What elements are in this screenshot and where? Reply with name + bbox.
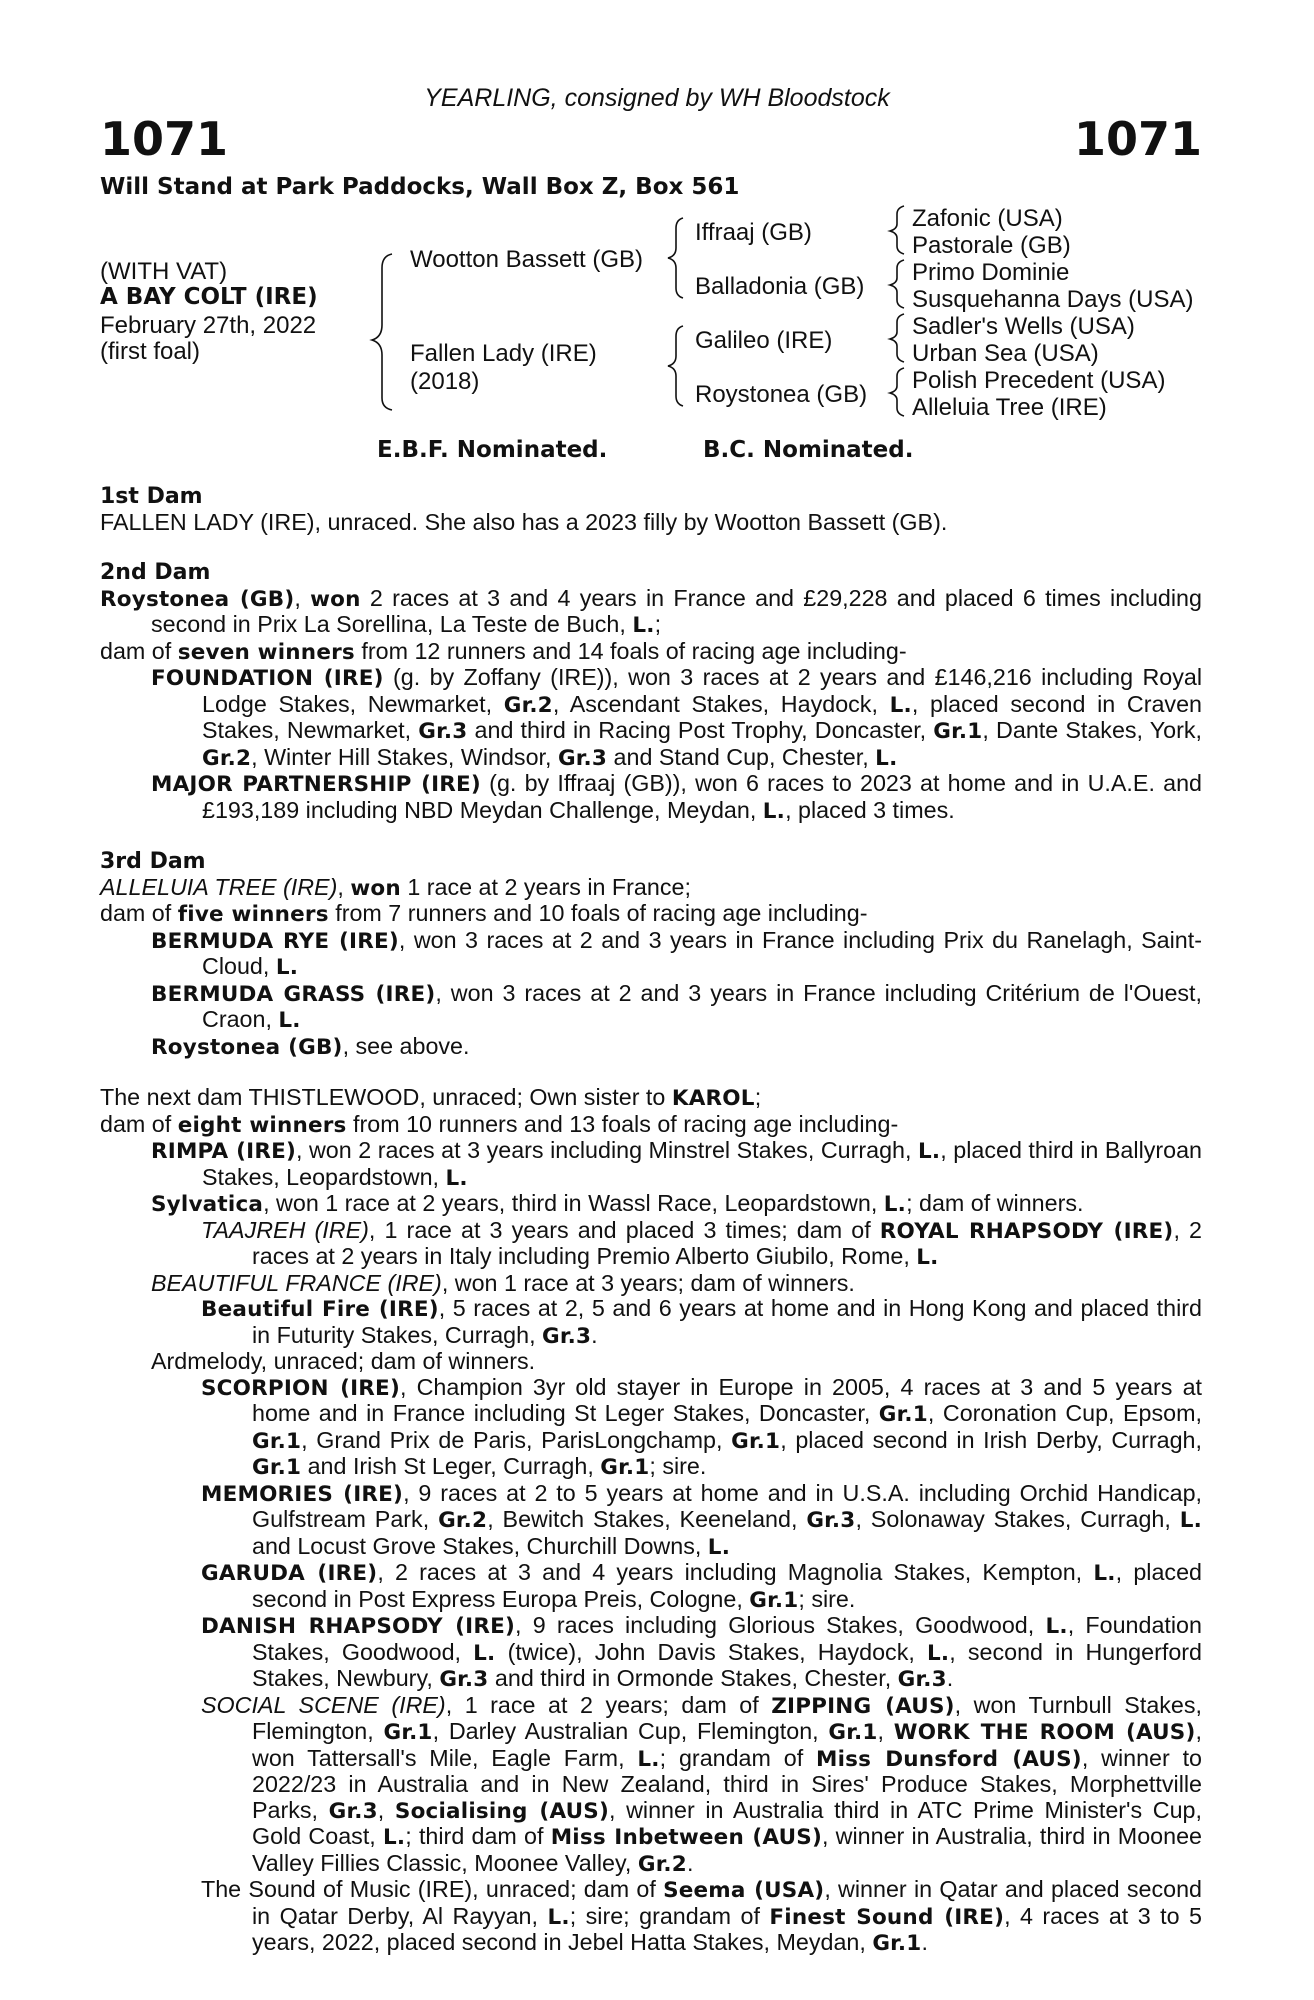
garuda-entry: GARUDA (IRE), 2 races at 3 and 4 years including Magnolia Stakes, Kempton, L., placed second in Post Express Europa Preis, Cologne, Gr.1; sire. — [201, 1559, 1202, 1613]
first-dam-heading: 1st Dam — [100, 484, 203, 509]
second-dam-heading: 2nd Dam — [100, 560, 211, 585]
dam-year: (2018) — [410, 368, 480, 395]
ardmelody-entry: Ardmelody, unraced; dam of winners. — [151, 1348, 536, 1374]
taajreh-entry: TAAJREH (IRE), 1 race at 3 years and placed 3 times; dam of ROYAL RHAPSODY (IRE), 2 races at 2 years in Italy including Premio Alberto Giubilo, Rome, L. — [201, 1216, 1202, 1270]
roystonea-entry: Roystonea (GB), see above. — [151, 1032, 470, 1060]
sire-dam-sire: Primo Dominie — [912, 259, 1070, 286]
foundation-entry: FOUNDATION (IRE) (g. by Zoffany (IRE)), won 3 races at 2 years and £146,216 including Royal Lodge Stakes, Newmarket, Gr.2, Ascendant Stakes, Haydock, L., placed second in Craven Stakes, Newmarket, Gr.3 and third in Racing Post Trophy, Doncaster, Gr.1, Dante Stakes, York, Gr.2, Winter Hill Stakes, Windsor, Gr.3 and Stand Cup, Chester, L. — [151, 664, 1203, 771]
first-foal-note: (first foal) — [100, 338, 201, 365]
rimpa-entry: RIMPA (IRE), won 2 races at 3 years including Minstrel Stakes, Curragh, L., placed third in Ballyroan Stakes, Leopardstown, L. — [151, 1137, 1203, 1191]
dam-dam: Roystonea (GB) — [695, 381, 868, 408]
foaling-date: February 27th, 2022 — [100, 312, 317, 339]
scorpion-entry: SCORPION (IRE), Champion 3yr old stayer in Europe in 2005, 4 races at 3 and 5 years at home and in France including St Leger Stakes, Doncaster, Gr.1, Coronation Cup, Epsom, Gr.1, Grand Prix de Paris, ParisLongchamp, Gr.1, placed second in Irish Derby, Curragh, Gr.1 and Irish St Leger, Curragh, Gr.1; sire. — [201, 1373, 1202, 1480]
sylvatica-entry: Sylvatica, won 1 race at 2 years, third in Wassl Race, Leopardstown, L.; dam of winners. — [151, 1190, 1084, 1217]
sound-of-music-entry: The Sound of Music (IRE), unraced; dam of Seema (USA), winner in Qatar and placed second in Qatar Derby, Al Rayyan, L.; sire; grandam of Finest Sound (IRE), 4 races at 3 to 5 years, 2022, placed second in Jebel Hatta Stakes, Meydan, Gr.1. — [201, 1876, 1202, 1956]
dam-dam-dam: Alleluia Tree (IRE) — [912, 394, 1107, 421]
bermuda-grass-entry: BERMUDA GRASS (IRE), won 3 races at 2 and 3 years in France including Critérium de l'Ouest, Craon, L. — [151, 979, 1202, 1033]
sire-dam-dam: Susquehanna Days (USA) — [912, 286, 1194, 313]
beautiful-fire-entry: Beautiful Fire (IRE), 5 races at 2, 5 and 6 years at home and in Hong Kong and placed third in Futurity Stakes, Curragh, Gr.3. — [201, 1295, 1202, 1349]
first-dam-text: FALLEN LADY (IRE), unraced. She also has a 2023 filly by Wootton Bassett (GB). — [100, 508, 948, 535]
catalogue-body — [100, 484, 1202, 1957]
bermuda-rye-entry: BERMUDA RYE (IRE), won 3 races at 2 and 3 years in France including Prix du Ranelagh, Saint-Cloud, L. — [151, 926, 1202, 980]
sire: Wootton Bassett (GB) — [410, 246, 643, 273]
third-dam-produce: dam of five winners from 7 runners and 10 foals of racing age including- — [100, 900, 868, 927]
sire-sire-sire: Zafonic (USA) — [912, 205, 1063, 232]
fourth-dam-entry: The next dam THISTLEWOOD, unraced; Own sister to KAROL; — [100, 1084, 762, 1111]
consigned-line: YEARLING, consigned by WH Bloodstock — [424, 84, 890, 112]
major-partnership-entry: MAJOR PARTNERSHIP (IRE) (g. by Iffraaj (GB)), won 6 races to 2023 at home and in U.A.E. and £193,189 including NBD Meydan Challenge, Meydan, L., placed 3 times. — [151, 770, 1203, 824]
fourth-dam-produce: dam of eight winners from 10 runners and 13 foals of racing age including- — [100, 1110, 899, 1138]
dam-sire: Galileo (IRE) — [695, 327, 833, 354]
ebf-nominated: E.B.F. Nominated. — [377, 437, 608, 463]
stand-location: Will Stand at Park Paddocks, Wall Box Z, Box 561 — [100, 174, 740, 200]
danish-rhapsody-entry: DANISH RHAPSODY (IRE), 9 races including Glorious Stakes, Goodwood, L., Foundation Stakes, Goodwood, L. (twice), John Davis Stakes, Haydock, L., second in Hungerford Stakes, Newbury, Gr.3 and third in Ormonde Stakes, Chester, Gr.3. — [201, 1612, 1202, 1692]
lot-number-right: 1071 — [1073, 112, 1202, 166]
social-scene-entry: SOCIAL SCENE (IRE), 1 race at 2 years; dam of ZIPPING (AUS), won Turnbull Stakes, Flemington, Gr.1, Darley Australian Cup, Flemington, Gr.1, WORK THE ROOM (AUS), won Tattersall's Mile, Eagle Farm, L.; grandam of Miss Dunsford (AUS), winner to 2022/23 in Australia and in New Zealand, third in Sires' Produce Stakes, Morphettville Parks, Gr.3, Socialising (AUS), winner in Australia third in ATC Prime Minister's Cup, Gold Coast, L.; third dam of Miss Inbetween (AUS), winner in Australia, third in Moonee Valley Fillies Classic, Moonee Valley, Gr.2. — [201, 1691, 1203, 1877]
third-dam-entry: ALLELUIA TREE (IRE), won 1 race at 2 years in France; — [100, 873, 691, 901]
memories-entry: MEMORIES (IRE), 9 races at 2 to 5 years at home and in U.S.A. including Orchid Handicap, Gulfstream Park, Gr.2, Bewitch Stakes, Keeneland, Gr.3, Solonaway Stakes, Curragh, L. and Locust Grove Stakes, Churchill Downs, L. — [201, 1479, 1203, 1560]
dam-sire-sire: Sadler's Wells (USA) — [912, 313, 1135, 340]
lot-number-left: 1071 — [100, 112, 229, 166]
dam-sire-dam: Urban Sea (USA) — [912, 340, 1099, 367]
horse-name: A BAY COLT (IRE) — [100, 284, 318, 310]
second-dam-produce: dam of seven winners from 12 runners and 14 foals of racing age including- — [100, 637, 907, 665]
dam-dam-sire: Polish Precedent (USA) — [912, 367, 1166, 394]
third-dam-heading: 3rd Dam — [100, 849, 206, 874]
dam: Fallen Lady (IRE) — [410, 340, 597, 367]
sire-sire: Iffraaj (GB) — [695, 219, 812, 246]
sire-dam: Balladonia (GB) — [695, 273, 865, 300]
vat-note: (WITH VAT) — [100, 258, 228, 285]
beautiful-france-entry: BEAUTIFUL FRANCE (IRE), won 1 race at 3 years; dam of winners. — [151, 1269, 855, 1296]
bc-nominated: B.C. Nominated. — [703, 437, 914, 463]
second-dam-entry: Roystonea (GB), won 2 races at 3 and 4 years in France and £29,228 and placed 6 times including second in Prix La Sorellina, La Teste de Buch, L.; — [100, 584, 1202, 638]
sire-sire-dam: Pastorale (GB) — [912, 232, 1071, 259]
